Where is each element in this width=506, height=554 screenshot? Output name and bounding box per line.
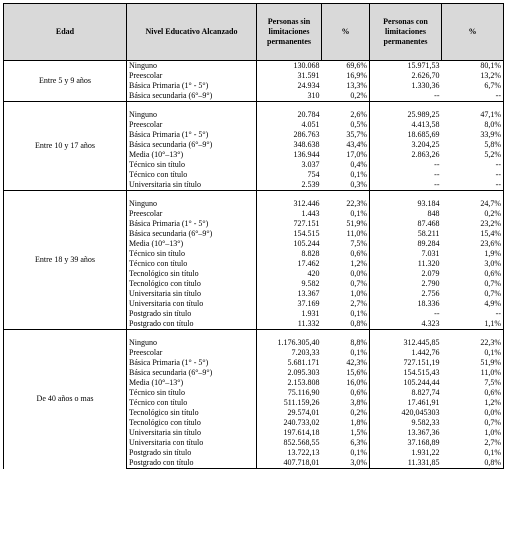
nivel-cell: Preescolar <box>127 120 257 130</box>
con-limitaciones-cell: 312.445,85 <box>403 338 440 347</box>
pct-sin-cell: 0,1% <box>322 348 370 358</box>
spacer-cell <box>257 102 322 111</box>
header-con-limitaciones: Personas con limitaciones permanentes <box>370 4 442 61</box>
age-group-label: Entre 18 y 39 años <box>4 191 127 330</box>
pct-con-cell: 11,0% <box>442 368 504 378</box>
con-limitaciones-cell: 420,045303 <box>401 408 440 417</box>
pct-sin-cell: 16,0% <box>322 378 370 388</box>
pct-con-cell: 2,7% <box>442 438 504 448</box>
spacer-cell <box>370 330 442 339</box>
sin-limitaciones-cell: 13.722,13 <box>287 448 320 457</box>
sin-limitaciones-cell: 197.614,18 <box>283 428 320 437</box>
con-limitaciones-cell: 1.330,36 <box>411 81 440 90</box>
pct-con-cell: 8,0% <box>442 120 504 130</box>
spacer-row <box>4 102 504 111</box>
pct-sin-cell: 22,3% <box>322 199 370 209</box>
nivel-cell: Básica secundaria (6°–9°) <box>127 140 257 150</box>
pct-sin-cell: 0,8% <box>322 319 370 330</box>
nivel-cell: Básica secundaria (6°–9°) <box>127 368 257 378</box>
education-table <box>3 3 504 469</box>
nivel-cell: Preescolar <box>127 71 257 81</box>
con-limitaciones-cell: 4.413,58 <box>411 120 440 129</box>
pct-sin-cell: 1,0% <box>322 289 370 299</box>
nivel-cell: Básica secundaria (6°–9°) <box>127 91 257 102</box>
pct-sin-cell: 1,2% <box>322 259 370 269</box>
spacer-cell <box>370 191 442 200</box>
age-group <box>4 61 504 102</box>
spacer-cell <box>127 191 257 200</box>
pct-sin-cell: 43,4% <box>322 140 370 150</box>
sin-limitaciones-cell: 20.784 <box>297 110 320 119</box>
nivel-cell: Preescolar <box>127 209 257 219</box>
age-group <box>4 191 504 330</box>
pct-con-cell: 1,0% <box>442 428 504 438</box>
con-limitaciones-cell: 2.790 <box>421 279 440 288</box>
pct-sin-cell: 0,2% <box>322 408 370 418</box>
pct-con-cell: 0,6% <box>442 269 504 279</box>
sin-limitaciones-cell: 17.462 <box>297 259 320 268</box>
nivel-cell: Universitaria con título <box>127 299 257 309</box>
sin-limitaciones-cell: 37.169 <box>297 299 320 308</box>
pct-sin-cell: 0,1% <box>322 448 370 458</box>
pct-sin-cell: 0,5% <box>322 120 370 130</box>
con-limitaciones-cell: 93.184 <box>417 199 440 208</box>
pct-sin-cell: 0,7% <box>322 279 370 289</box>
pct-sin-cell: 15,6% <box>322 368 370 378</box>
pct-con-cell: 0,7% <box>442 279 504 289</box>
age-group <box>4 330 504 469</box>
spacer-cell <box>370 102 442 111</box>
pct-con-cell: 0,6% <box>442 388 504 398</box>
pct-sin-cell: 42,3% <box>322 358 370 368</box>
con-limitaciones-cell: 154.515,43 <box>403 368 440 377</box>
spacer-cell <box>442 330 504 339</box>
pct-sin-cell: 16,9% <box>322 71 370 81</box>
pct-con-cell: -- <box>442 180 504 191</box>
nivel-cell: Técnico sin título <box>127 388 257 398</box>
pct-con-cell: 0,7% <box>442 289 504 299</box>
con-limitaciones-cell: 848 <box>427 209 440 218</box>
sin-limitaciones-cell: 7.203,33 <box>291 348 320 357</box>
con-limitaciones-cell: 17.461,91 <box>407 398 440 407</box>
con-limitaciones-cell: 105.244,44 <box>403 378 440 387</box>
con-limitaciones-cell: 1.931,22 <box>411 448 440 457</box>
con-limitaciones-cell: 2.756 <box>421 289 440 298</box>
spacer-cell <box>322 330 370 339</box>
sin-limitaciones-cell: 1.931 <box>301 309 320 318</box>
pct-sin-cell: 0,6% <box>322 249 370 259</box>
spacer-row <box>4 330 504 339</box>
pct-sin-cell: 0,1% <box>322 209 370 219</box>
sin-limitaciones-cell: 75.116,90 <box>287 388 320 397</box>
pct-con-cell: 51,9% <box>442 358 504 368</box>
pct-con-cell: -- <box>442 170 504 180</box>
nivel-cell: Universitaria sin título <box>127 289 257 299</box>
con-limitaciones-cell: 87.468 <box>417 219 440 228</box>
pct-con-cell: 3,0% <box>442 259 504 269</box>
pct-con-cell: 6,7% <box>442 81 504 91</box>
sin-limitaciones-cell: 2.539 <box>257 180 322 191</box>
con-limitaciones-cell: -- <box>434 170 440 179</box>
nivel-cell: Tecnológico con título <box>127 418 257 428</box>
con-limitaciones-cell: 4.323 <box>370 319 442 330</box>
pct-con-cell: 0,7% <box>442 418 504 428</box>
con-limitaciones-cell: 1.442,76 <box>411 348 440 357</box>
con-limitaciones-cell: 11.331,85 <box>370 458 442 469</box>
nivel-cell: Postgrado con título <box>127 458 257 469</box>
sin-limitaciones-cell: 154.515 <box>293 229 320 238</box>
pct-sin-cell: 13,3% <box>322 81 370 91</box>
nivel-cell: Media (10°–13°) <box>127 150 257 160</box>
con-limitaciones-cell: 8.827,74 <box>411 388 440 397</box>
nivel-cell: Básica Primaria (1° - 5°) <box>127 81 257 91</box>
header-pct-con: % <box>442 4 504 61</box>
pct-sin-cell: 17,0% <box>322 150 370 160</box>
pct-sin-cell: 2,7% <box>322 299 370 309</box>
pct-sin-cell: 35,7% <box>322 130 370 140</box>
nivel-cell: Ninguno <box>127 338 257 348</box>
sin-limitaciones-cell: 511.159,26 <box>283 398 320 407</box>
nivel-cell: Ninguno <box>127 61 257 72</box>
pct-sin-cell: 0,2% <box>322 91 370 102</box>
con-limitaciones-cell: 727.151,19 <box>403 358 440 367</box>
sin-limitaciones-cell: 4.051 <box>301 120 320 129</box>
pct-sin-cell: 11,0% <box>322 229 370 239</box>
sin-limitaciones-cell: 105.244 <box>293 239 320 248</box>
nivel-cell: Postgrado sin título <box>127 448 257 458</box>
con-limitaciones-cell: -- <box>434 160 440 169</box>
sin-limitaciones-cell: 2.153.808 <box>287 378 320 387</box>
spacer-cell <box>257 330 322 339</box>
sin-limitaciones-cell: 130.068 <box>257 61 322 72</box>
pct-con-cell: 22,3% <box>442 338 504 348</box>
pct-con-cell: 5,2% <box>442 150 504 160</box>
sin-limitaciones-cell: 310 <box>257 91 322 102</box>
nivel-cell: Preescolar <box>127 348 257 358</box>
pct-sin-cell: 0,3% <box>322 180 370 191</box>
sin-limitaciones-cell: 286.763 <box>293 130 320 139</box>
con-limitaciones-cell: 13.367,36 <box>407 428 440 437</box>
nivel-cell: Universitaria sin título <box>127 180 257 191</box>
nivel-cell: Técnico con título <box>127 170 257 180</box>
con-limitaciones-cell: 37.168,89 <box>407 438 440 447</box>
con-limitaciones-cell: 3.204,25 <box>411 140 440 149</box>
pct-con-cell: 5,8% <box>442 140 504 150</box>
nivel-cell: Técnico sin título <box>127 160 257 170</box>
sin-limitaciones-cell: 2.095.303 <box>287 368 320 377</box>
pct-con-cell: 23,2% <box>442 219 504 229</box>
sin-limitaciones-cell: 420 <box>307 269 320 278</box>
pct-con-cell: 23,6% <box>442 239 504 249</box>
sin-limitaciones-cell: 348.638 <box>293 140 320 149</box>
spacer-cell <box>442 102 504 111</box>
con-limitaciones-cell: 58.211 <box>417 229 440 238</box>
con-limitaciones-cell: 25.989,25 <box>407 110 440 119</box>
nivel-cell: Ninguno <box>127 110 257 120</box>
pct-sin-cell: 0,4% <box>322 160 370 170</box>
con-limitaciones-cell: 2.079 <box>421 269 440 278</box>
con-limitaciones-cell: 18.336 <box>417 299 440 308</box>
pct-con-cell: -- <box>442 91 504 102</box>
age-group-label: De 40 años o mas <box>4 330 127 469</box>
header-pct-sin: % <box>322 4 370 61</box>
sin-limitaciones-cell: 13.367 <box>297 289 320 298</box>
nivel-cell: Media (10°–13°) <box>127 378 257 388</box>
spacer-cell <box>127 330 257 339</box>
nivel-cell: Técnico con título <box>127 259 257 269</box>
header-sin-limitaciones: Personas sin limitaciones permanentes <box>257 4 322 61</box>
pct-con-cell: 80,1% <box>442 61 504 72</box>
sin-limitaciones-cell: 5.681.171 <box>287 358 320 367</box>
con-limitaciones-cell: -- <box>434 309 440 318</box>
pct-sin-cell: 0,1% <box>322 170 370 180</box>
spacer-cell <box>127 102 257 111</box>
sin-limitaciones-cell: 1.176.305,40 <box>277 338 320 347</box>
con-limitaciones-cell: 2.863,26 <box>411 150 440 159</box>
sin-limitaciones-cell: 240.733,02 <box>283 418 320 427</box>
sin-limitaciones-cell: 136.944 <box>293 150 320 159</box>
sin-limitaciones-cell: 8.828 <box>301 249 320 258</box>
con-limitaciones-cell: 9.582,33 <box>411 418 440 427</box>
con-limitaciones-cell: -- <box>370 91 442 102</box>
nivel-cell: Media (10°–13°) <box>127 239 257 249</box>
nivel-cell: Universitaria con título <box>127 438 257 448</box>
age-group-label: Entre 5 y 9 años <box>4 61 127 102</box>
spacer-cell <box>322 191 370 200</box>
nivel-cell: Ninguno <box>127 199 257 209</box>
nivel-cell: Básica Primaria (1° - 5°) <box>127 358 257 368</box>
pct-con-cell: -- <box>442 160 504 170</box>
pct-sin-cell: 2,6% <box>322 110 370 120</box>
pct-sin-cell: 0,1% <box>322 309 370 319</box>
pct-con-cell: 0,1% <box>442 348 504 358</box>
nivel-cell: Básica Primaria (1° - 5°) <box>127 219 257 229</box>
sin-limitaciones-cell: 407.718,01 <box>257 458 322 469</box>
nivel-cell: Tecnológico sin título <box>127 408 257 418</box>
nivel-cell: Tecnológico sin título <box>127 269 257 279</box>
pct-sin-cell: 7,5% <box>322 239 370 249</box>
pct-sin-cell: 69,6% <box>322 61 370 72</box>
pct-sin-cell: 1,5% <box>322 428 370 438</box>
sin-limitaciones-cell: 31.591 <box>297 71 320 80</box>
nivel-cell: Tecnológico con título <box>127 279 257 289</box>
nivel-cell: Universitaria sin título <box>127 428 257 438</box>
pct-con-cell: 47,1% <box>442 110 504 120</box>
pct-con-cell: 13,2% <box>442 71 504 81</box>
sin-limitaciones-cell: 24.934 <box>297 81 320 90</box>
pct-sin-cell: 0,6% <box>322 388 370 398</box>
spacer-row <box>4 191 504 200</box>
header-nivel: Nivel Educativo Alcanzado <box>127 4 257 61</box>
con-limitaciones-cell: 7.031 <box>421 249 440 258</box>
sin-limitaciones-cell: 852.568,55 <box>283 438 320 447</box>
sin-limitaciones-cell: 727.151 <box>293 219 320 228</box>
nivel-cell: Postgrado con título <box>127 319 257 330</box>
table-header <box>4 4 504 61</box>
nivel-cell: Básica secundaria (6°–9°) <box>127 229 257 239</box>
pct-sin-cell: 8,8% <box>322 338 370 348</box>
header-edad: Edad <box>4 4 127 61</box>
pct-con-cell: 15,4% <box>442 229 504 239</box>
pct-con-cell: 24,7% <box>442 199 504 209</box>
nivel-cell: Técnico sin título <box>127 249 257 259</box>
nivel-cell: Postgrado sin título <box>127 309 257 319</box>
nivel-cell: Técnico con título <box>127 398 257 408</box>
pct-con-cell: 1,2% <box>442 398 504 408</box>
pct-con-cell: 33,9% <box>442 130 504 140</box>
sin-limitaciones-cell: 11.332 <box>257 319 322 330</box>
sin-limitaciones-cell: 312.446 <box>293 199 320 208</box>
pct-sin-cell: 6,3% <box>322 438 370 448</box>
pct-con-cell: 1,1% <box>442 319 504 330</box>
nivel-cell: Básica Primaria (1° - 5°) <box>127 130 257 140</box>
con-limitaciones-cell: 18.685,69 <box>407 130 440 139</box>
pct-sin-cell: 1,8% <box>322 418 370 428</box>
pct-con-cell: -- <box>442 309 504 319</box>
con-limitaciones-cell: 2.626,70 <box>411 71 440 80</box>
pct-sin-cell: 3,0% <box>322 458 370 469</box>
sin-limitaciones-cell: 1.443 <box>301 209 320 218</box>
con-limitaciones-cell: 89.284 <box>417 239 440 248</box>
pct-con-cell: 4,9% <box>442 299 504 309</box>
spacer-cell <box>442 191 504 200</box>
table-row <box>4 61 504 72</box>
sin-limitaciones-cell: 3.037 <box>301 160 320 169</box>
pct-sin-cell: 0,0% <box>322 269 370 279</box>
sin-limitaciones-cell: 754 <box>307 170 320 179</box>
pct-con-cell: 0,0% <box>442 408 504 418</box>
sin-limitaciones-cell: 9.582 <box>301 279 320 288</box>
pct-sin-cell: 51,9% <box>322 219 370 229</box>
age-group-label: Entre 10 y 17 años <box>4 102 127 191</box>
pct-con-cell: 0,8% <box>442 458 504 469</box>
age-group <box>4 102 504 191</box>
pct-con-cell: 0,2% <box>442 209 504 219</box>
sin-limitaciones-cell: 29.574,01 <box>287 408 320 417</box>
spacer-cell <box>257 191 322 200</box>
con-limitaciones-cell: -- <box>370 180 442 191</box>
con-limitaciones-cell: 11.320 <box>417 259 440 268</box>
pct-con-cell: 1,9% <box>442 249 504 259</box>
spacer-cell <box>322 102 370 111</box>
con-limitaciones-cell: 15.971,53 <box>370 61 442 72</box>
pct-con-cell: 0,1% <box>442 448 504 458</box>
pct-con-cell: 7,5% <box>442 378 504 388</box>
pct-sin-cell: 3,8% <box>322 398 370 408</box>
